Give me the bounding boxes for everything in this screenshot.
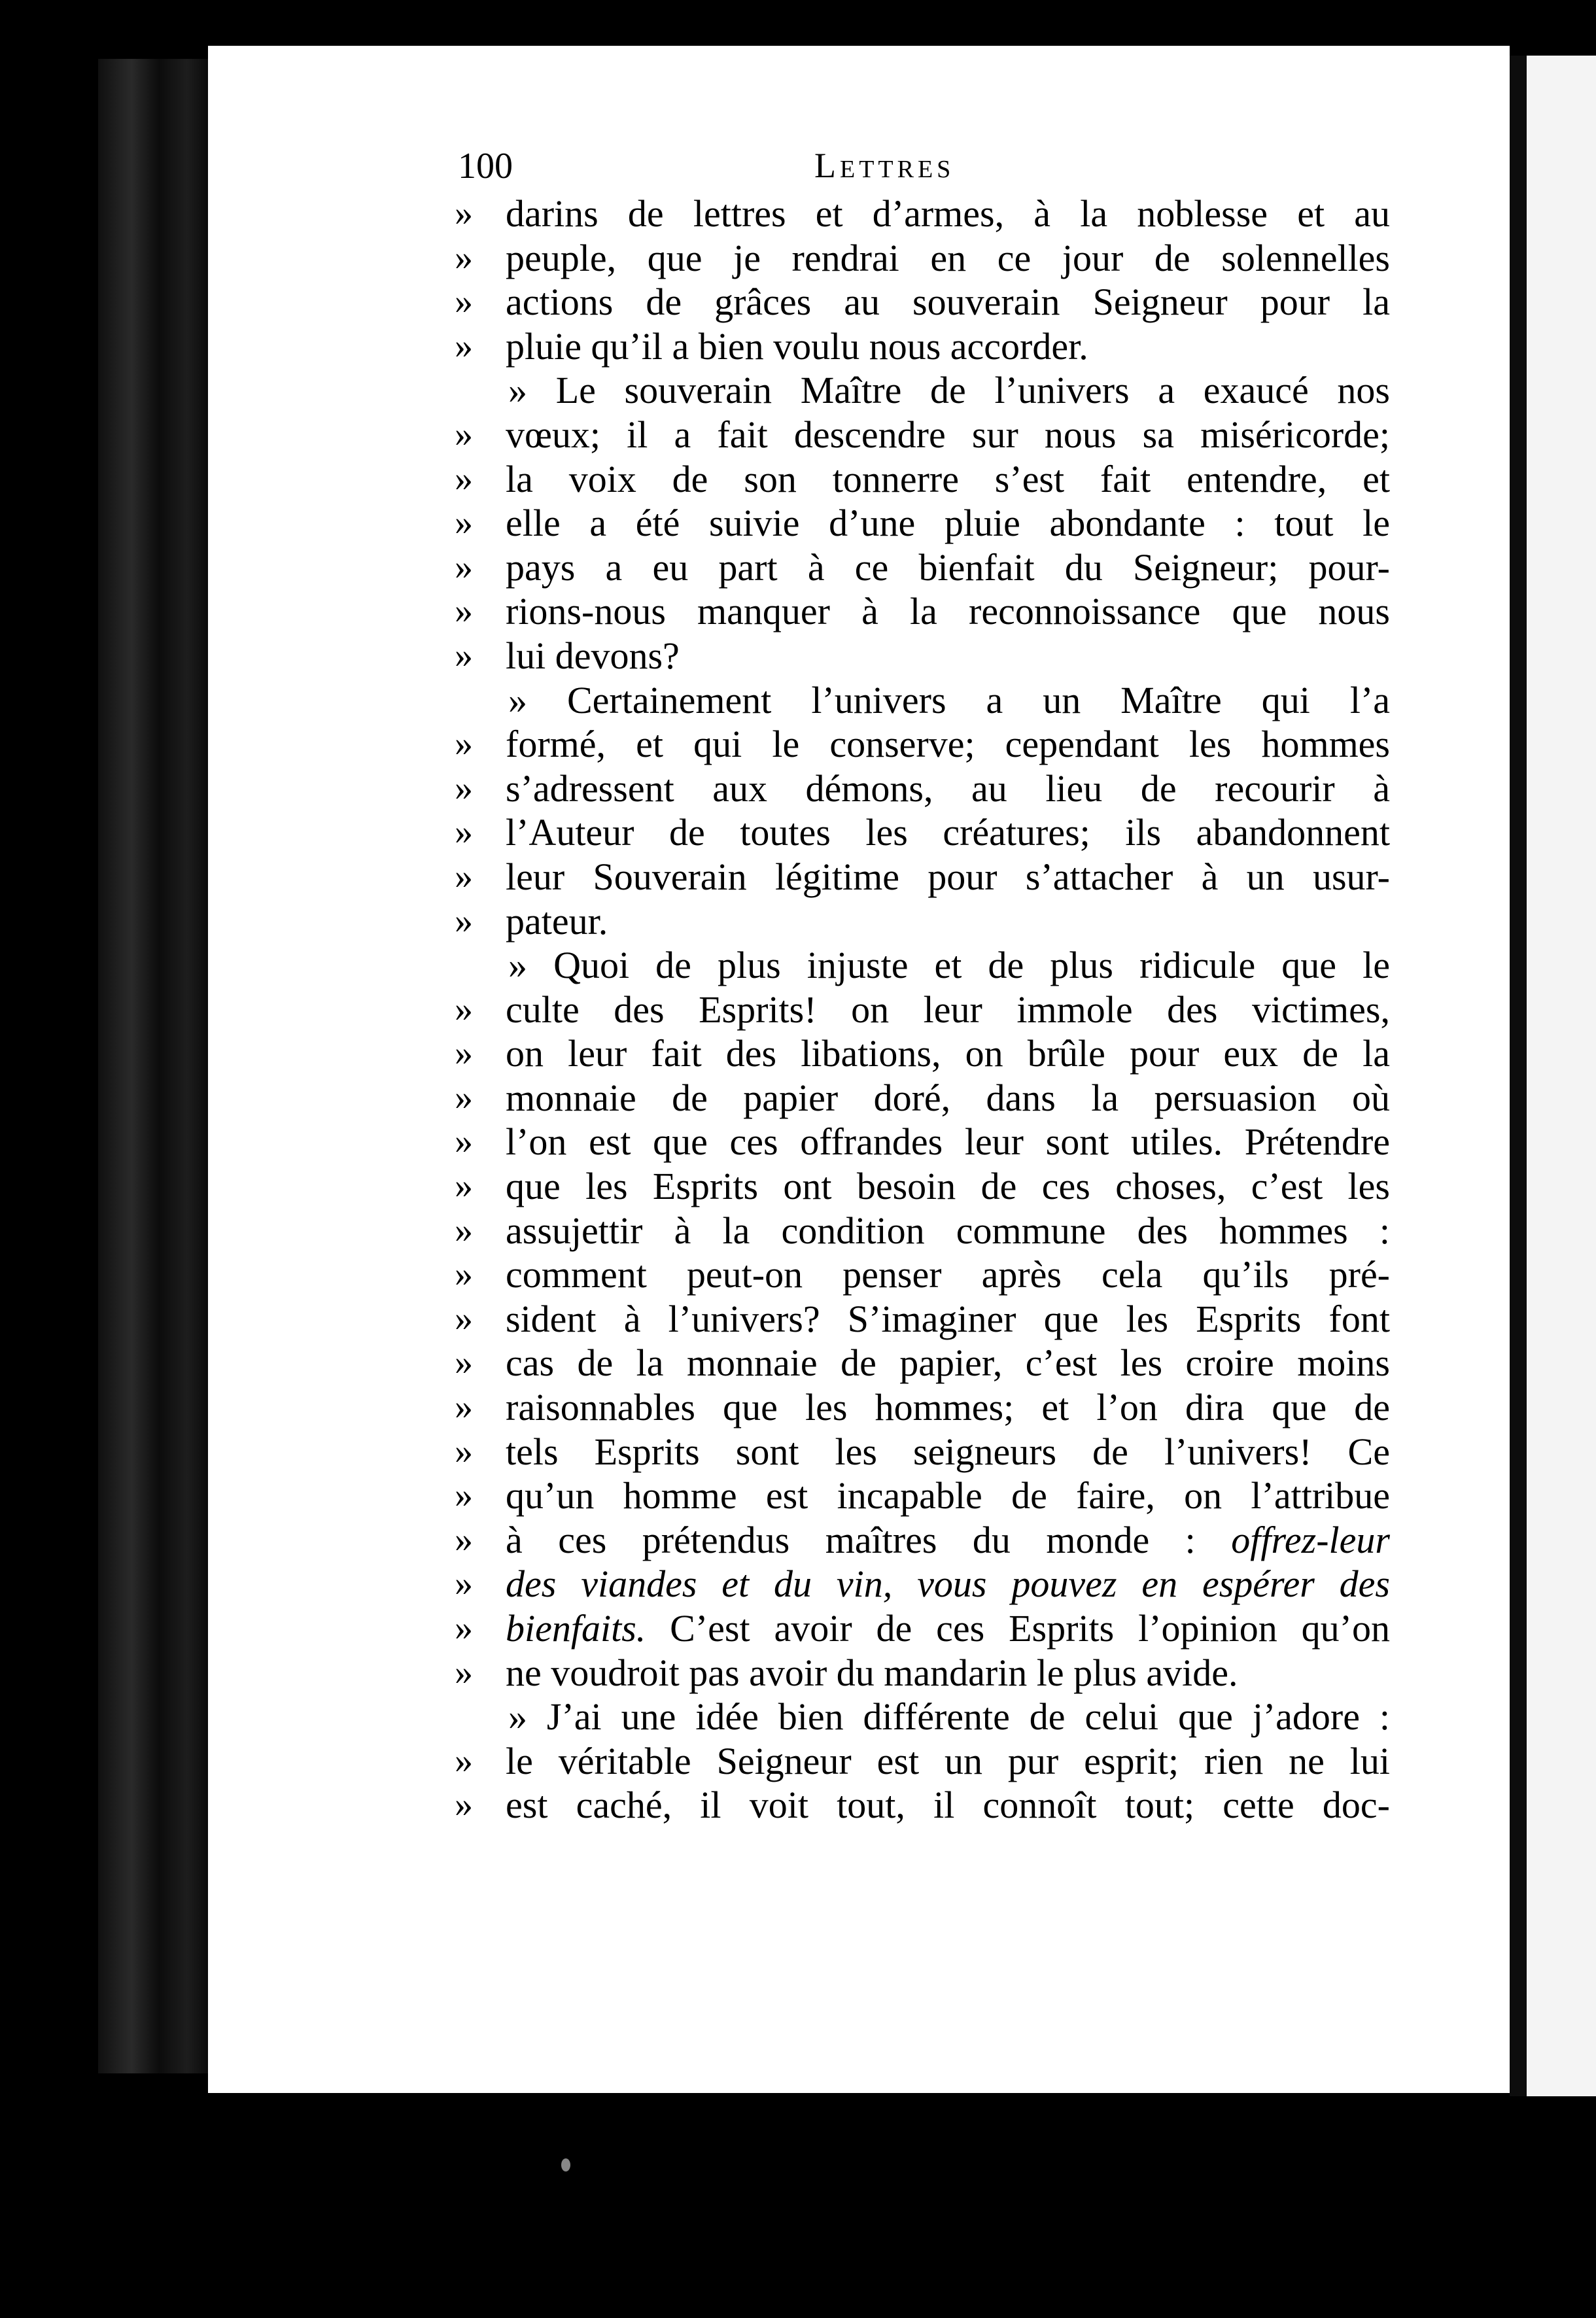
quote-mark: »: [455, 723, 473, 765]
quote-mark: »: [455, 1784, 473, 1825]
adjacent-page-edge: [1510, 56, 1596, 2096]
text-line: [455, 1430, 1396, 1474]
text-line: [455, 368, 1396, 413]
line-text-roman: la voix de son tonnerre s’est fait entendre, et: [506, 457, 1390, 500]
text-line: [455, 1783, 1396, 1827]
line-text: [506, 1562, 1390, 1606]
running-title: Lettres: [814, 146, 955, 185]
text-line: [455, 1385, 1396, 1430]
text-line: [455, 1518, 1396, 1563]
line-text-roman: tels Esprits sont les seigneurs de l’univers! Ce: [506, 1430, 1390, 1473]
line-text-roman: pateur.: [506, 899, 608, 943]
quote-mark: »: [455, 458, 473, 499]
text-line: [455, 855, 1396, 899]
text-line: [455, 545, 1396, 590]
quote-mark: »: [455, 325, 473, 366]
quote-mark: »: [455, 1519, 473, 1560]
text-line: [455, 810, 1396, 855]
line-text: [506, 236, 1390, 281]
line-text: [506, 1430, 1390, 1474]
line-text: [506, 988, 1390, 1032]
body-text: [455, 192, 1396, 1827]
quote-mark: »: [455, 502, 473, 544]
line-text: [506, 1385, 1390, 1430]
quote-mark: »: [455, 1652, 473, 1693]
quote-mark: »: [455, 856, 473, 897]
line-text: [506, 1606, 1390, 1651]
page-number: 100: [458, 146, 513, 186]
line-text-roman: ne voudroit pas avoir du mandarin le plus avide.: [506, 1651, 1238, 1694]
quote-mark: »: [455, 988, 473, 1029]
quote-mark: »: [455, 237, 473, 278]
quote-mark: »: [455, 1342, 473, 1383]
line-text-roman: sident à l’univers? S’imaginer que les Esprits font: [506, 1297, 1390, 1340]
quote-mark: »: [455, 1563, 473, 1604]
line-text-roman: leur Souverain légitime pour s’attacher à un usur-: [506, 855, 1390, 898]
text-line: [455, 1164, 1396, 1209]
book-spine: [98, 59, 209, 2073]
line-text-roman: le véritable Seigneur est un pur esprit; rien ne lui: [506, 1739, 1390, 1782]
text-line: [455, 1297, 1396, 1341]
text-line: [455, 1341, 1396, 1385]
quote-mark: »: [455, 1298, 473, 1339]
text-line: [455, 722, 1396, 767]
line-text-roman: cas de la monnaie de papier, c’est les croire moins: [506, 1341, 1390, 1385]
line-text: [506, 457, 1390, 502]
line-text: [508, 943, 1390, 988]
line-text: [506, 1209, 1390, 1253]
line-text: [506, 1739, 1390, 1784]
quote-mark: »: [455, 1430, 473, 1472]
line-text: [506, 1783, 1390, 1827]
line-text: [506, 545, 1390, 590]
line-text: [506, 280, 1390, 324]
line-text-italic: offrez-leur: [1231, 1518, 1390, 1561]
text-line: [455, 678, 1396, 723]
line-text-roman: que les Esprits ont besoin de ces choses, c’est les: [506, 1165, 1390, 1208]
line-text: [506, 324, 1390, 369]
line-text: [506, 855, 1390, 899]
line-text-roman: culte des Esprits! on leur immole des victimes,: [506, 988, 1390, 1031]
line-text-roman: on leur fait des libations, on brûle pour eux de la: [506, 1032, 1390, 1075]
line-text-italic: bienfaits.: [506, 1607, 646, 1650]
quote-mark: »: [455, 1121, 473, 1162]
line-text: [506, 1120, 1390, 1164]
text-line: [455, 943, 1396, 988]
line-text-roman: actions de grâces au souverain Seigneur pour la: [506, 281, 1390, 324]
quote-mark: »: [455, 281, 473, 322]
text-line: [455, 236, 1396, 281]
quote-mark: »: [455, 634, 473, 676]
text-line: [455, 501, 1396, 545]
line-text: [506, 589, 1390, 634]
line-text-roman: pays a eu part à ce bienfait du Seigneur; pour-: [506, 545, 1390, 589]
text-line: [455, 1606, 1396, 1651]
line-text-roman: lui devons?: [506, 634, 680, 677]
text-line: [455, 767, 1396, 811]
line-text: [506, 1341, 1390, 1385]
line-text-roman: darins de lettres et d’armes, à la noblesse et au: [506, 192, 1390, 235]
line-text-italic: des viandes et du vin, vous pouvez en espérer des: [506, 1563, 1390, 1606]
quote-mark: »: [455, 1209, 473, 1251]
line-text: [506, 1297, 1390, 1341]
line-text-roman: » J’ai une idée bien différente de celui que j’adore :: [508, 1695, 1390, 1738]
quote-mark: »: [455, 812, 473, 853]
line-text: [506, 1518, 1390, 1563]
line-text: [506, 1076, 1390, 1120]
line-text-roman: raisonnables que les hommes; et l’on dira que de: [506, 1386, 1390, 1429]
line-text-roman: elle a été suivie d’une pluie abondante : tout le: [506, 502, 1390, 545]
line-text-roman: C’est avoir de ces Esprits l’opinion qu’on: [646, 1607, 1390, 1650]
text-line: [455, 413, 1396, 457]
line-text: [506, 1164, 1390, 1209]
line-text: [506, 413, 1390, 457]
line-text: [506, 899, 1390, 944]
line-text-roman: est caché, il voit tout, il connoît tout; cette doc-: [506, 1784, 1390, 1827]
page-header: [458, 145, 1393, 198]
scan-speck: [561, 2158, 570, 2171]
line-text-roman: formé, et qui le conserve; cependant les hommes: [506, 723, 1390, 766]
line-text-roman: vœux; il a fait descendre sur nous sa miséricorde;: [506, 413, 1390, 456]
quote-mark: »: [455, 1033, 473, 1074]
line-text-roman: » Quoi de plus injuste et de plus ridicule que le: [508, 944, 1390, 987]
line-text: [506, 722, 1390, 767]
line-text: [506, 192, 1390, 236]
line-text: [506, 1253, 1390, 1297]
quote-mark: »: [455, 1077, 473, 1118]
quote-mark: »: [455, 1608, 473, 1648]
quote-mark: »: [455, 193, 473, 234]
text-line: [455, 1253, 1396, 1297]
text-line: [455, 1474, 1396, 1518]
line-text-roman: pluie qu’il a bien voulu nous accorder.: [506, 324, 1088, 368]
line-text-roman: rions-nous manquer à la reconnoissance que nous: [506, 590, 1390, 633]
text-line: [455, 457, 1396, 502]
text-line: [455, 988, 1396, 1032]
line-text: [506, 767, 1390, 811]
quote-mark: »: [455, 413, 473, 455]
quote-mark: »: [455, 1166, 473, 1207]
line-text-roman: peuple, que je rendrai en ce jour de solennelles: [506, 236, 1390, 279]
quote-mark: »: [455, 1387, 473, 1428]
quote-mark: »: [455, 546, 473, 587]
text-line: [455, 1651, 1396, 1695]
line-text: [508, 1695, 1390, 1739]
line-text-roman: assujettir à la condition commune des hommes :: [506, 1209, 1390, 1252]
line-text: [506, 501, 1390, 545]
quote-mark: »: [455, 900, 473, 941]
line-text: [506, 1031, 1390, 1076]
line-text-roman: qu’un homme est incapable de faire, on l’attribue: [506, 1474, 1390, 1517]
line-text-roman: s’adressent aux démons, au lieu de recourir à: [506, 767, 1390, 810]
text-line: [455, 280, 1396, 324]
text-line: [455, 589, 1396, 634]
quote-mark: »: [455, 1254, 473, 1295]
quote-mark: »: [455, 1740, 473, 1781]
line-text-roman: » Certainement l’univers a un Maître qui l’a: [508, 678, 1390, 721]
text-line: [455, 634, 1396, 678]
line-text-roman: à ces prétendus maîtres du monde :: [506, 1518, 1232, 1561]
quote-mark: »: [455, 1475, 473, 1516]
line-text: [506, 1474, 1390, 1518]
text-line: [455, 324, 1396, 369]
line-text-roman: l’Auteur de toutes les créatures; ils abandonnent: [506, 811, 1390, 854]
line-text-roman: comment peut-on penser après cela qu’ils pré-: [506, 1253, 1390, 1296]
line-text: [508, 678, 1390, 723]
text-line: [455, 1209, 1396, 1253]
quote-mark: »: [455, 591, 473, 632]
text-line: [455, 1562, 1396, 1606]
line-text: [508, 368, 1390, 413]
line-text-roman: l’on est que ces offrandes leur sont utiles. Prétendre: [506, 1120, 1390, 1164]
line-text: [506, 634, 1390, 678]
line-text-roman: monnaie de papier doré, dans la persuasion où: [506, 1076, 1390, 1119]
line-text: [506, 1651, 1390, 1695]
quote-mark: »: [455, 767, 473, 808]
text-line: [455, 1076, 1396, 1120]
text-line: [455, 1695, 1396, 1739]
text-line: [455, 192, 1396, 236]
line-text-roman: » Le souverain Maître de l’univers a exaucé nos: [508, 369, 1390, 412]
text-line: [455, 1120, 1396, 1164]
text-line: [455, 899, 1396, 944]
text-line: [455, 1739, 1396, 1784]
line-text: [506, 810, 1390, 855]
text-line: [455, 1031, 1396, 1076]
